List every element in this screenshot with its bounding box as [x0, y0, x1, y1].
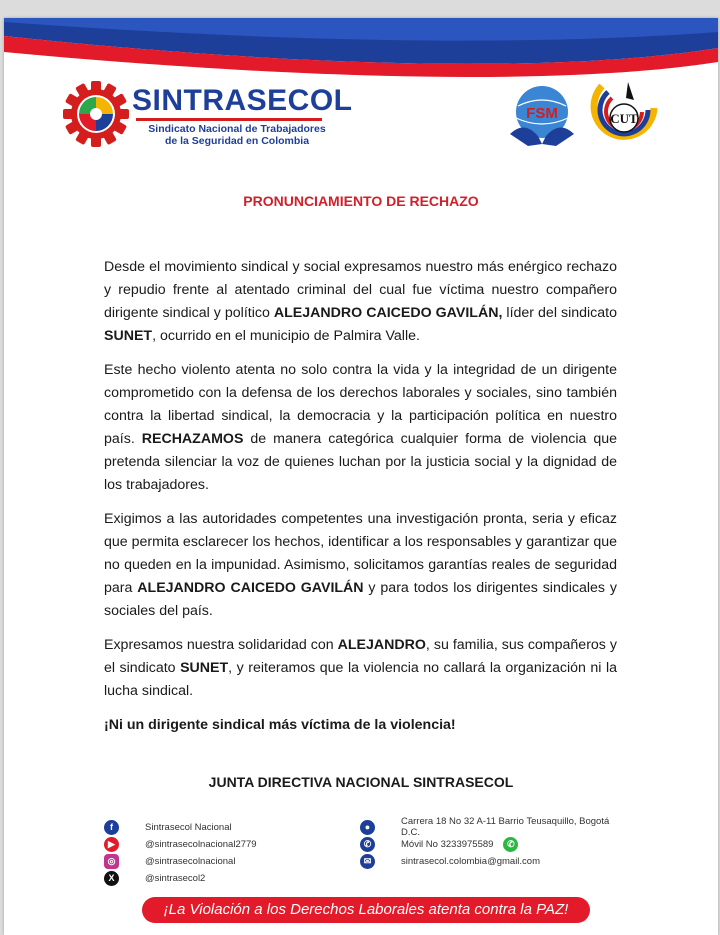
- youtube-icon: ▶: [104, 837, 119, 852]
- social-text: @sintrasecolnacional2779: [145, 838, 257, 850]
- bold-name: ALEJANDRO CAICEDO GAVILÁN,: [273, 305, 503, 321]
- email-icon: ✉: [360, 854, 375, 869]
- contact-address: [360, 818, 624, 836]
- org-subtitle-line1: Sindicato Nacional de Trabajadores: [148, 123, 326, 135]
- social-text: Sintrasecol Nacional: [145, 821, 232, 833]
- fsm-label: FSM: [526, 105, 558, 122]
- social-text: @sintrasecolnacional: [145, 855, 236, 867]
- social-x[interactable]: [104, 869, 205, 887]
- text-run: , ocurrido en el municipio de Palmira Valle.: [152, 328, 420, 344]
- text-run: Desde el movimiento sindical y social expresamos nuestro más enérgico rechazo y repudio frente al atentado criminal del cual fue víctima nuestro compañero dirigente sindical y político: [104, 259, 617, 321]
- paragraph-4: [104, 634, 617, 703]
- text-run: líder del sindicato: [502, 305, 617, 321]
- text-run: Expresamos nuestra solidaridad con: [104, 637, 338, 653]
- text-run: , y reiteramos que la violencia no callará la organización ni la lucha sindical.: [104, 660, 617, 699]
- contact-phone[interactable]: [360, 835, 518, 853]
- instagram-icon: ◎: [104, 854, 119, 869]
- signature: JUNTA DIRECTIVA NACIONAL SINTRASECOL: [208, 774, 514, 790]
- bold-keyword: RECHAZAMOS: [141, 431, 244, 447]
- bold-name: ALEJANDRO CAICEDO GAVILÁN: [137, 580, 364, 596]
- cut-label: CUT: [610, 111, 638, 126]
- logo-underline: [136, 118, 322, 121]
- social-instagram[interactable]: [104, 852, 235, 870]
- gear-logo-icon: [62, 80, 130, 148]
- contact-text: sintrasecol.colombia@gmail.com: [401, 855, 540, 867]
- text-run: Exigimos a las autoridades competentes una investigación pronta, seria y eficaz que permita esclarecer los hechos, identificar a los responsables y garantizar que no queden en la impunidad. Asimismo, solicitamos garantías reales de seguridad para: [104, 511, 617, 596]
- social-facebook[interactable]: [104, 818, 232, 836]
- facebook-icon: f: [104, 820, 119, 835]
- fsm-logo: [504, 80, 580, 150]
- phone-icon: ✆: [360, 837, 375, 852]
- closing-statement: ¡Ni un dirigente sindical más víctima de la violencia!: [104, 717, 456, 733]
- contact-text: Móvil No 3233975589: [401, 838, 494, 850]
- whatsapp-icon: ✆: [503, 837, 518, 852]
- paragraph-1: [104, 256, 617, 348]
- social-text: @sintrasecol2: [145, 872, 206, 884]
- footer-banner: ¡La Violación a los Derechos Laborales atenta contra la PAZ!: [142, 897, 590, 923]
- document-body: [104, 256, 617, 748]
- sintrasecol-logo: [62, 80, 362, 160]
- org-subtitle: [142, 123, 332, 147]
- contact-email[interactable]: [360, 852, 540, 870]
- social-youtube[interactable]: [104, 835, 257, 853]
- text-run: , su familia, sus compañeros y el sindicato: [104, 637, 617, 676]
- bold-union: SUNET: [104, 328, 153, 344]
- x-icon: X: [104, 871, 119, 886]
- text-run: Este hecho violento atenta no solo contra la vida y la integridad de un dirigente comprometido con la defensa de los derechos laborales y sociales, sino también contra la libertad sindical, la democracia y la participación política en nuestro país.: [104, 362, 617, 447]
- document-title: PRONUNCIAMIENTO DE RECHAZO: [243, 193, 479, 209]
- text-run: y para todos los dirigentes sindicales y sociales del país.: [104, 580, 617, 619]
- location-icon: ●: [360, 820, 375, 835]
- bold-name: ALEJANDRO: [337, 637, 426, 653]
- paragraph-2: [104, 359, 617, 497]
- paragraph-3: [104, 508, 617, 623]
- cut-logo: [588, 78, 660, 150]
- bold-union: SUNET: [180, 660, 229, 676]
- document-page: [4, 18, 718, 935]
- org-name: SINTRASECOL: [132, 84, 353, 117]
- contact-footer: [104, 818, 624, 898]
- org-subtitle-line2: de la Seguridad en Colombia: [164, 135, 310, 147]
- text-run: de manera categórica cualquier forma de violencia que pretenda silenciar la voz de quienes luchan por la justicia social y la dignidad de los trabajadores.: [104, 431, 618, 493]
- contact-text: Carrera 18 No 32 A-11 Barrio Teusaquillo, Bogotá D.C.: [401, 816, 610, 838]
